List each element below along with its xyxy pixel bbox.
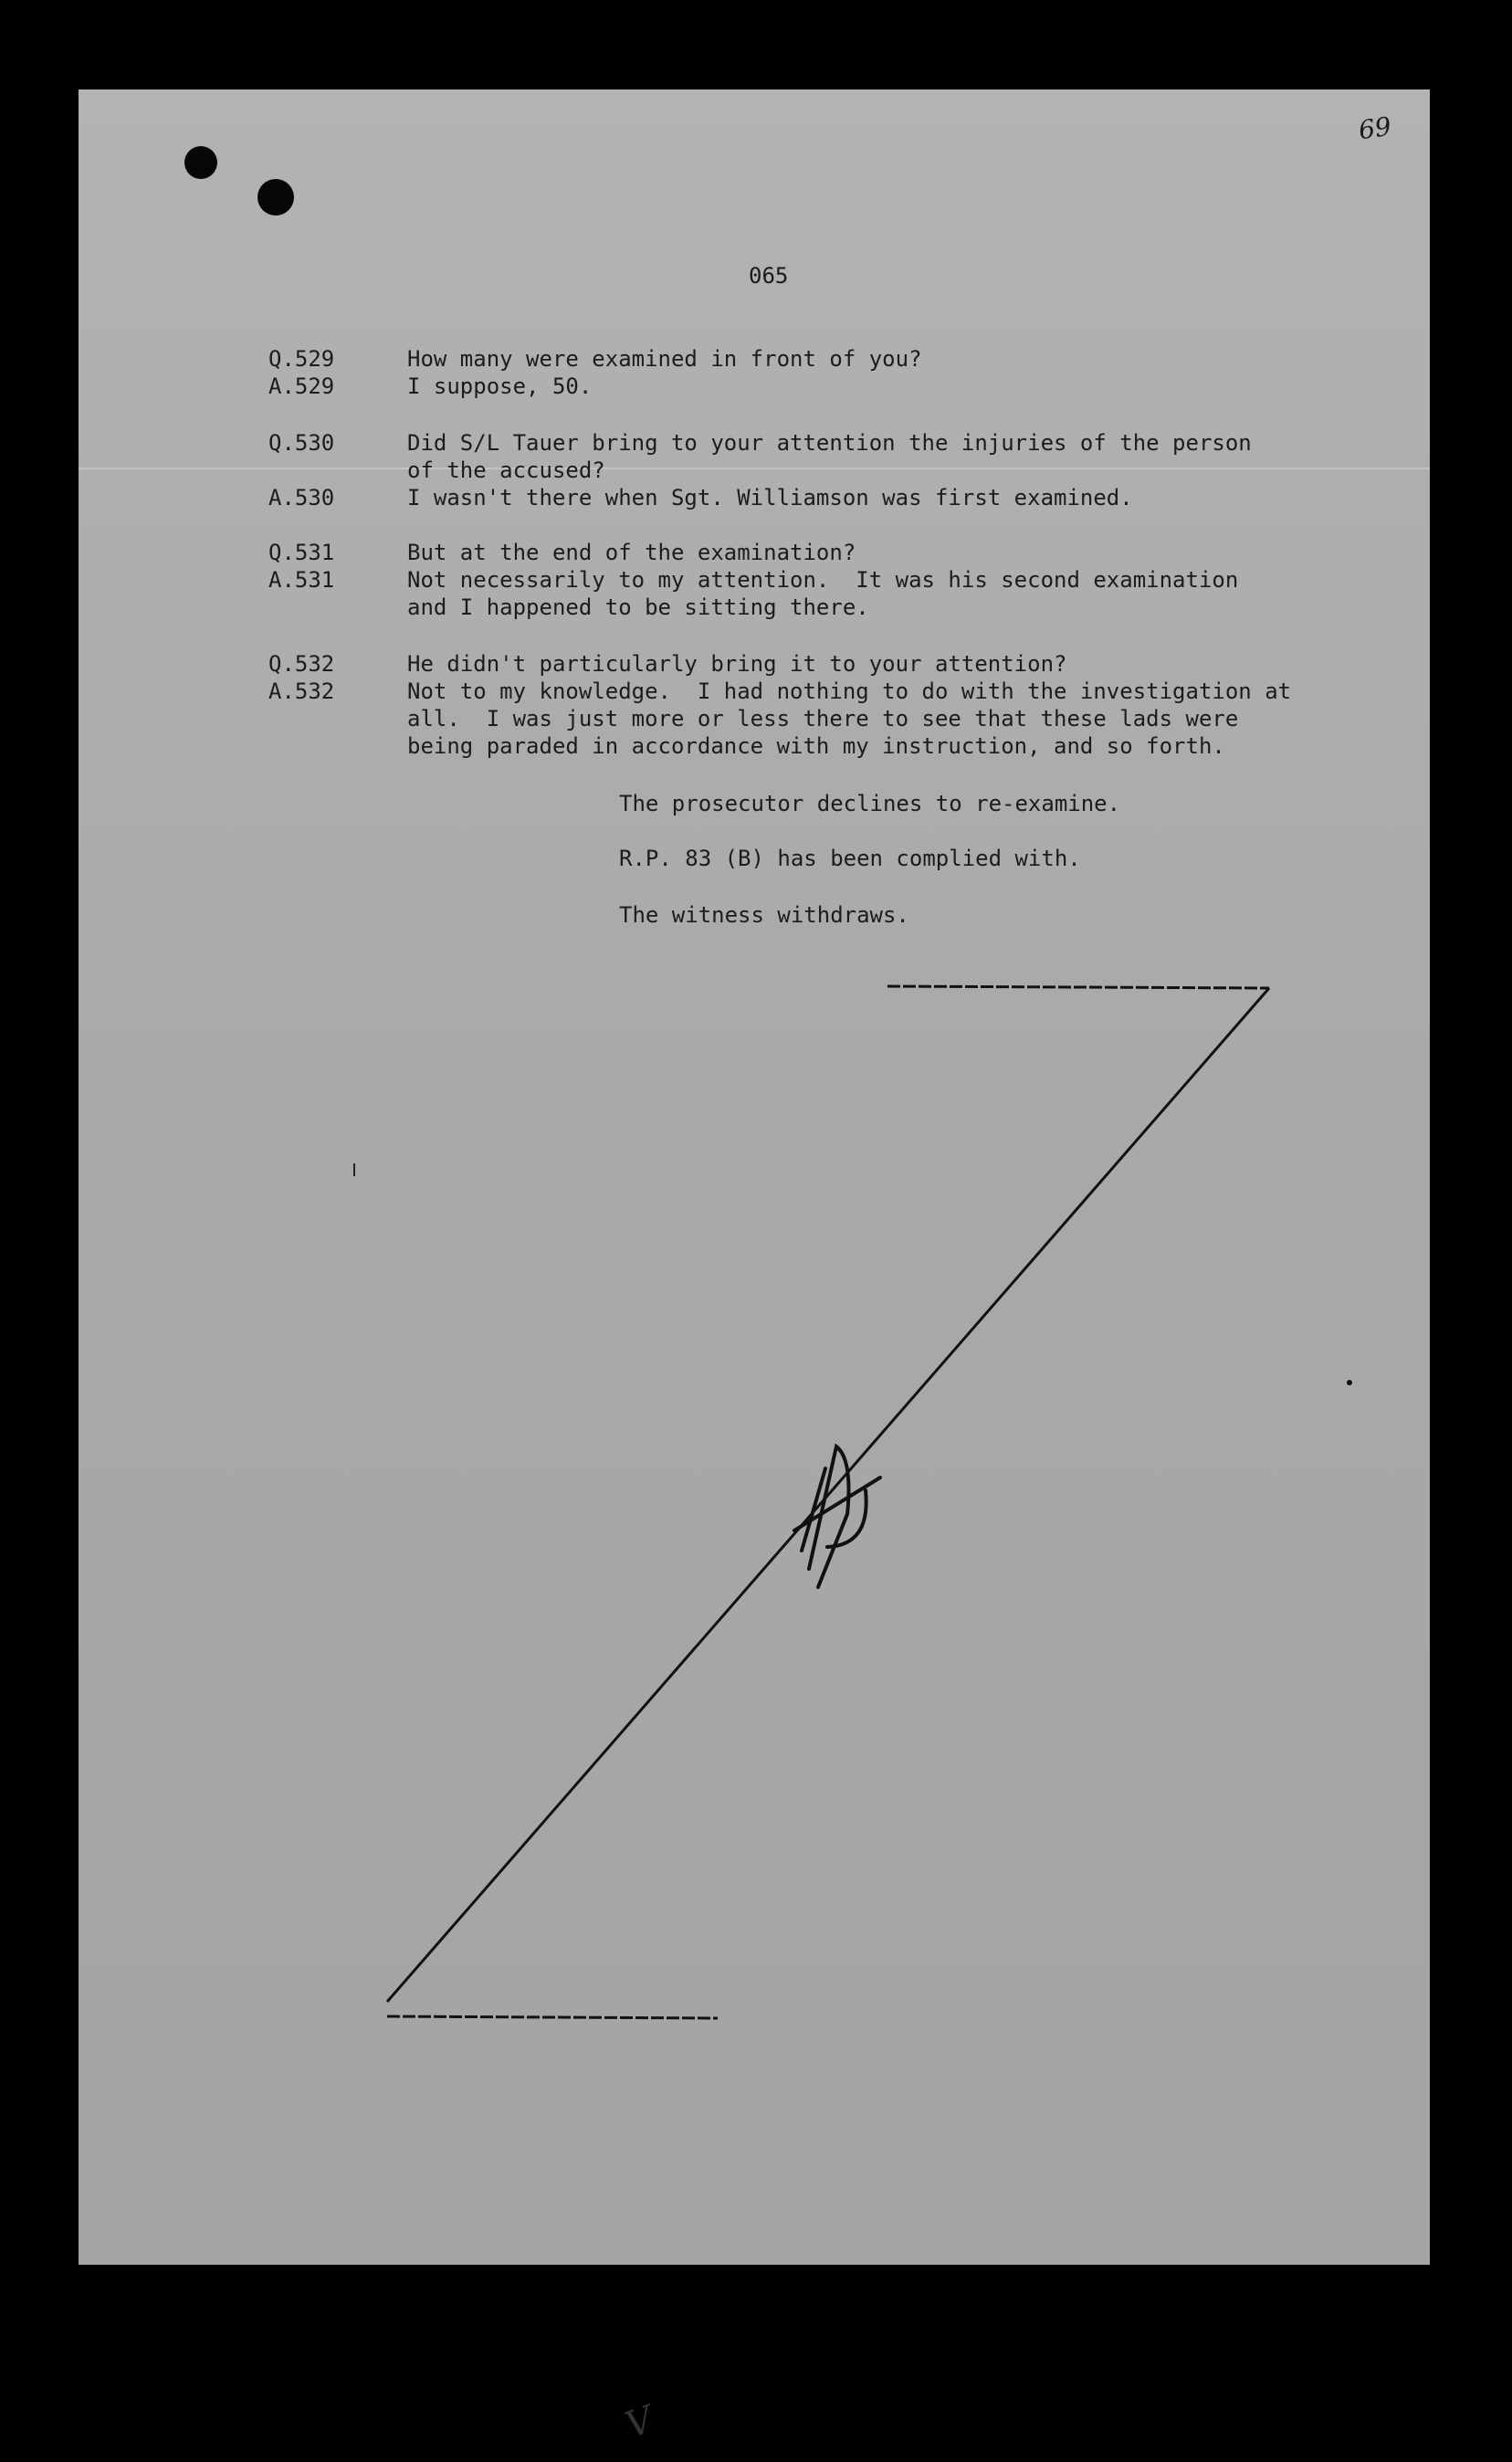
qa-text: I wasn't there when Sgt. Williamson was first examined. (407, 485, 1133, 510)
cancellation-mark (79, 89, 1430, 2265)
qa-text: But at the end of the examination? (407, 540, 856, 565)
qa-text: I suppose, 50. (407, 374, 593, 399)
procedure-note: R.P. 83 (B) has been complied with. (619, 846, 1081, 871)
page-number: 065 (749, 263, 789, 289)
qa-label: A.532 (268, 679, 335, 704)
stray-handwritten-mark: V (620, 2398, 659, 2447)
qa-text: He didn't particularly bring it to your attention? (407, 651, 1067, 677)
qa-text: Did S/L Tauer bring to your attention the injuries of the person of the accused? (407, 430, 1252, 483)
qa-label: A.531 (268, 567, 335, 593)
qa-text: Not necessarily to my attention. It was his second examination and I happened to be sitting there. (407, 567, 1239, 620)
folio-number: 69 (1356, 110, 1393, 146)
qa-label: A.529 (268, 374, 335, 399)
z-top-stroke (887, 986, 1269, 988)
qa-label: Q.529 (268, 346, 335, 372)
signature-scrawl (794, 1447, 880, 1587)
z-diagonal-stroke (387, 988, 1269, 2002)
qa-label: Q.531 (268, 540, 335, 565)
prosecutor-note: The prosecutor declines to re-examine. (619, 791, 1121, 816)
document-page (79, 89, 1430, 2265)
qa-label: Q.530 (268, 430, 335, 456)
qa-label: Q.532 (268, 651, 335, 677)
qa-label: A.530 (268, 485, 335, 510)
z-bottom-stroke (387, 2016, 718, 2018)
witness-withdraws-note: The witness withdraws. (619, 902, 909, 928)
qa-text: Not to my knowledge. I had nothing to do with the investigation at all. I was just more or less there to see that these lads were being paraded in accordance with my instruction, and so forth. (407, 679, 1292, 759)
ink-speck (1347, 1380, 1352, 1385)
qa-text: How many were examined in front of you? (407, 346, 922, 372)
